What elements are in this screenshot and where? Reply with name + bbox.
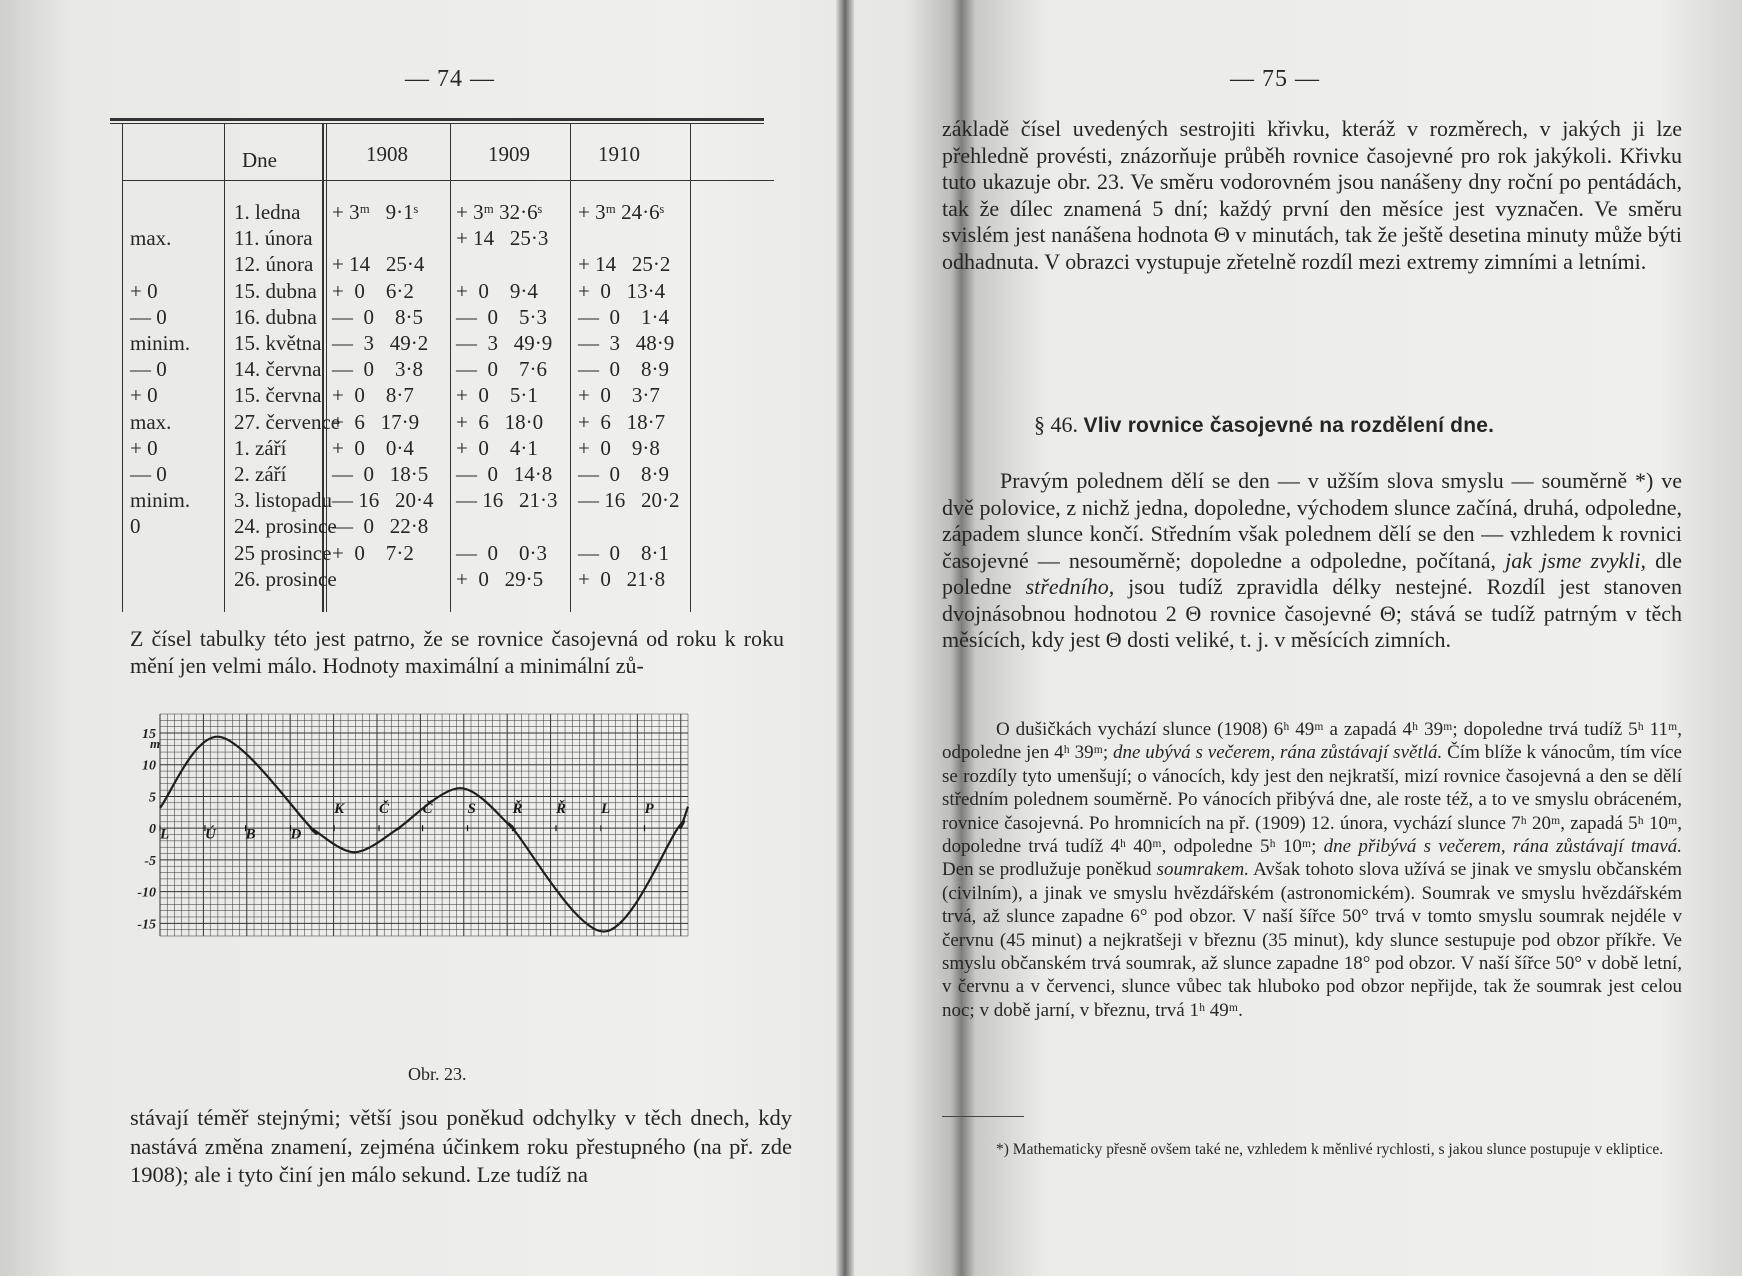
table-cell-y1910: + 6 18·7 bbox=[578, 409, 666, 434]
right-paragraph-2 bbox=[942, 468, 1682, 654]
table-cell-y1908: + 14 25·4 bbox=[332, 252, 425, 277]
table-cell-date: 3. listopadu bbox=[234, 488, 332, 513]
table-cell-date: 1. ledna bbox=[234, 200, 301, 224]
table-header-1909: 1909 bbox=[488, 142, 530, 166]
table-cell-y1909: — 16 21·3 bbox=[456, 488, 558, 513]
table-cell-label: — 0 bbox=[130, 357, 167, 382]
right-page-number: — 75 — bbox=[1230, 66, 1320, 92]
table-cell-label: — 0 bbox=[130, 304, 167, 329]
table-cell-label: minim. bbox=[130, 488, 191, 513]
table-cell-date: 15. června bbox=[234, 383, 322, 408]
para-text: Pravým polednem dělí se den — v užším slova smyslu — souměrně *) ve dvě polovice, z nichž jedna, dopoledne, východem slunce začíná, druhá, odpoledne, západem slunce končí. Středním však polednem dělí se den — vzhledem k rovnici časojevné — nesouměrně; dopoledne a odpoledne, počítaná, bbox=[942, 468, 1682, 573]
table-cell-date: 25 prosince bbox=[234, 540, 332, 565]
equation-of-time-curve bbox=[160, 737, 688, 932]
table-cell-date: 1. září bbox=[234, 435, 287, 460]
table-cell-y1909: — 0 7·6 bbox=[456, 357, 547, 382]
table-vline bbox=[122, 124, 123, 612]
table-cell-y1910: — 0 8·9 bbox=[578, 462, 669, 486]
equation-of-time-chart bbox=[137, 700, 780, 1060]
month-label: Ř bbox=[512, 800, 523, 817]
table-cell-date: 14. června bbox=[234, 357, 322, 382]
table-top-rule bbox=[110, 118, 764, 121]
table-cell-y1909: + 0 4·1 bbox=[456, 435, 538, 460]
para-text: O dušičkách vychází slunce (1908) 6ʰ 49ᵐ a zapadá 4ʰ 39ᵐ; dopoledne trvá tudíž 5ʰ 11ᵐ, odpoledne jen 4ʰ 39ᵐ; bbox=[942, 719, 1682, 764]
table-header-day: Dne bbox=[242, 148, 277, 172]
para-text: dle poledne bbox=[942, 547, 1682, 599]
y-tick-label: -5 bbox=[144, 853, 156, 869]
table-cell-y1910: + 0 21·8 bbox=[578, 566, 666, 591]
table-cell-y1909: — 0 5·3 bbox=[456, 304, 547, 329]
table-cell-y1909: — 3 49·9 bbox=[456, 331, 553, 355]
table-vline bbox=[224, 124, 225, 612]
table-header-1910: 1910 bbox=[598, 142, 640, 166]
equation-of-time-table bbox=[122, 118, 774, 618]
table-cell-y1910: + 3ᵐ 24·6ˢ bbox=[578, 200, 665, 224]
table-cell-y1910: + 0 13·4 bbox=[578, 278, 666, 303]
table-cell-y1909: + 0 9·4 bbox=[456, 278, 538, 303]
table-cell-date: 15. dubna bbox=[234, 278, 317, 303]
table-cell-y1909: + 0 29·5 bbox=[456, 566, 544, 591]
table-cell-y1909: + 3ᵐ 32·6ˢ bbox=[456, 200, 543, 224]
table-cell-label: + 0 bbox=[130, 383, 158, 408]
month-label: L bbox=[600, 800, 611, 817]
para-italic: soumrakem. bbox=[1156, 859, 1249, 881]
table-cell-label: + 0 bbox=[130, 435, 158, 460]
y-tick-label: 5 bbox=[149, 790, 156, 806]
table-cell-y1910: — 0 1·4 bbox=[578, 304, 669, 329]
table-cell-date: 16. dubna bbox=[234, 304, 317, 329]
month-label: Č bbox=[379, 800, 390, 817]
table-cell-y1908: + 6 17·9 bbox=[332, 409, 420, 434]
right-small-paragraph bbox=[942, 718, 1682, 1022]
table-cell-y1908: — 16 20·4 bbox=[332, 488, 434, 513]
table-cell-label: 0 bbox=[130, 514, 141, 539]
table-cell-y1909: + 14 25·3 bbox=[456, 226, 549, 251]
figure-caption: Obr. 23. bbox=[408, 1064, 467, 1084]
month-label: Ř bbox=[556, 800, 567, 817]
table-cell-y1910: — 16 20·2 bbox=[578, 488, 680, 513]
y-tick-label: -15 bbox=[137, 917, 156, 933]
table-vline bbox=[690, 124, 691, 612]
para-italic: jak jsme zvykli, bbox=[1505, 547, 1647, 573]
table-vline bbox=[570, 124, 571, 612]
table-cell-date: 26. prosince bbox=[234, 566, 337, 591]
table-cell-y1910: + 14 25·2 bbox=[578, 252, 671, 277]
y-tick-label: -10 bbox=[137, 885, 156, 901]
month-label: L bbox=[160, 826, 170, 843]
table-cell-date: 27. července bbox=[234, 409, 341, 434]
table-cell-y1908: — 0 8·5 bbox=[332, 304, 423, 329]
table-cell-date: 2. září bbox=[234, 462, 287, 486]
table-cell-label: + 0 bbox=[130, 278, 158, 303]
table-cell-y1908: — 0 3·8 bbox=[332, 357, 423, 382]
para-text: Den se prodlužuje poněkud bbox=[942, 859, 1157, 881]
para-text: Čím blíže k vánocům, tím více se rozdíly tyto umenšují; o vánocích, kdy jest den nejkratší, mizí rovnice časojevná a den se dělí středním polednem souměrně. Po vánocích přibývá dne, ale roste též, a to ve smyslu obráceném, rovnice časojevná. Po hromnicích na př. (1909) 12. února, vychází slunce 7ʰ 20ᵐ, zapadá 5ʰ 10ᵐ, dopoledne trvá tudíž 4ʰ 40ᵐ, odpoledne 5ʰ 10ᵐ; bbox=[942, 742, 1682, 858]
table-cell-date: 11. února bbox=[234, 226, 313, 251]
month-label: D bbox=[290, 826, 302, 843]
month-label: Č bbox=[422, 800, 433, 817]
para-italic: dne ubývá s večerem, rána zůstávají světlá. bbox=[1113, 742, 1443, 764]
para-text: jsou tudíž zpravidla délky nestejné. Rozdíl jest stanoven dvojnásobnou hodnotou 2 Θ rovnice časojevné Θ; stává se tudíž patrným v těch měsících, kdy jest Θ dosti veliké, t. j. v měsících zimních. bbox=[942, 574, 1682, 652]
table-header-rule bbox=[122, 180, 774, 181]
month-label: P bbox=[644, 800, 654, 817]
footnote: *) Mathematicky přesně ovšem také ne, vzhledem k měnlivé rychlosti, s jakou slunce postupuje v ekliptice. bbox=[996, 1141, 1664, 1158]
table-cell-y1910: — 0 8·9 bbox=[578, 357, 669, 382]
table-cell-y1908: + 0 7·2 bbox=[332, 540, 414, 565]
para-italic: středního, bbox=[1025, 574, 1115, 599]
para-text: Avšak tohoto slova užívá se jinak ve smyslu občanském (civilním), a jinak ve smyslu hvězdářském (astronomickém). Soumrak ve smyslu hvězdářském trvá, až slunce zapadne 6° pod obzor. V naší šířce 50° trvá v tomto smyslu soumrak nejdéle v červnu (45 minut) a nejkratšeji v březnu (35 minut), kdy slunce sestupuje pod obzor příkře. Ve smyslu občanském trvá soumrak, až slunce zapadne 18° pod obzor. V naší šířce 50° v době letní, v červnu a v červenci, slunce vůbec tak hluboko pod obzor nepřijde, tak že soumrak jest celou noc; v době jarní, v březnu, trvá 1ʰ 49ᵐ. bbox=[942, 859, 1683, 1021]
right-page bbox=[856, 0, 1742, 1276]
para-italic: dne přibývá s večerem, rána zůstávají tmavá. bbox=[1323, 836, 1682, 858]
section-heading bbox=[1034, 412, 1594, 438]
left-page bbox=[0, 0, 840, 1276]
month-label: B bbox=[245, 826, 256, 843]
table-header-1908: 1908 bbox=[366, 142, 408, 166]
month-label: Ú bbox=[204, 826, 216, 843]
table-cell-y1908: + 0 6·2 bbox=[332, 278, 414, 303]
table-cell-y1908: + 0 8·7 bbox=[332, 383, 414, 408]
chart-y-unit: m bbox=[150, 736, 161, 751]
chart-y-ticks bbox=[137, 727, 156, 932]
table-cell-y1909: + 0 5·1 bbox=[456, 383, 538, 408]
month-label: S bbox=[467, 800, 476, 817]
table-cell-y1908: — 3 49·2 bbox=[332, 331, 429, 355]
table-cell-y1910: + 0 9·8 bbox=[578, 435, 660, 460]
table-cell-y1908: + 3ᵐ 9·1ˢ bbox=[332, 200, 419, 224]
table-cell-date: 24. prosince bbox=[234, 514, 337, 539]
table-cell-label: minim. bbox=[130, 331, 191, 355]
table-cell-date: 15. května bbox=[234, 331, 322, 355]
table-cell-y1910: — 3 48·9 bbox=[578, 331, 675, 355]
y-tick-label: 10 bbox=[142, 758, 156, 774]
table-cell-y1909: — 0 14·8 bbox=[456, 462, 553, 486]
left-page-number: — 74 — bbox=[405, 66, 495, 92]
left-paragraph-1: Z čísel tabulky této jest patrno, že se rovnice časojevná od roku k roku mění jen velmi málo. Hodnoty maximální a minimální zů- bbox=[130, 626, 784, 678]
section-number: § 46. bbox=[1034, 412, 1078, 437]
y-tick-label: 15 bbox=[142, 727, 156, 743]
y-tick-label: 0 bbox=[149, 822, 156, 838]
table-cell-y1910: — 0 8·1 bbox=[578, 540, 669, 565]
month-label: K bbox=[334, 800, 345, 817]
table-cell-label: max. bbox=[130, 409, 172, 434]
table-cell-y1909: — 0 0·3 bbox=[456, 540, 547, 565]
table-cell-y1908: — 0 18·5 bbox=[332, 462, 429, 486]
right-paragraph-1: základě čísel uvedených sestrojiti křivku, kteráž v rozměrech, v jakých ji lze přehledně provésti, znázorňuje průběh rovnice časojevné pro rok jakýkoli. Křivku tuto ukazuje obr. 23. Ve směru vodorovném jsou nanášeny dny roční po pentádách, tak že dílec znamená 5 dní; každý první den měsíce jest vyznačen. Ve směru svislém jest nanášena hodnota Θ v minutách, tak že ještě desetina minuty může býti odhadnuta. V obrazci vystupuje zřetelně rozdíl mezi extremy zimními a letními. bbox=[942, 116, 1682, 274]
left-paragraph-2: stávají téměř stejnými; větší jsou poněkud odchylky v těch dnech, kdy nastává změna znamení, zejména účinkem roku přestupného (na př. zde 1908); ale i tyto činí jen málo sekund. Lze tudíž na bbox=[130, 1105, 792, 1187]
table-cell-label: — 0 bbox=[130, 462, 167, 486]
footnote-rule bbox=[942, 1116, 1024, 1117]
table-cell-y1909: + 6 18·0 bbox=[456, 409, 544, 434]
section-title: Vliv rovnice časojevné na rozdělení dne. bbox=[1083, 414, 1495, 437]
table-cell-y1908: — 0 22·8 bbox=[332, 514, 429, 539]
table-top-rule-thin bbox=[110, 123, 764, 124]
table-cell-date: 12. února bbox=[234, 252, 314, 277]
table-cell-y1910: + 0 3·7 bbox=[578, 383, 660, 408]
table-cell-label: max. bbox=[130, 226, 172, 251]
table-vline bbox=[450, 124, 451, 612]
table-cell-y1908: + 0 0·4 bbox=[332, 435, 414, 460]
